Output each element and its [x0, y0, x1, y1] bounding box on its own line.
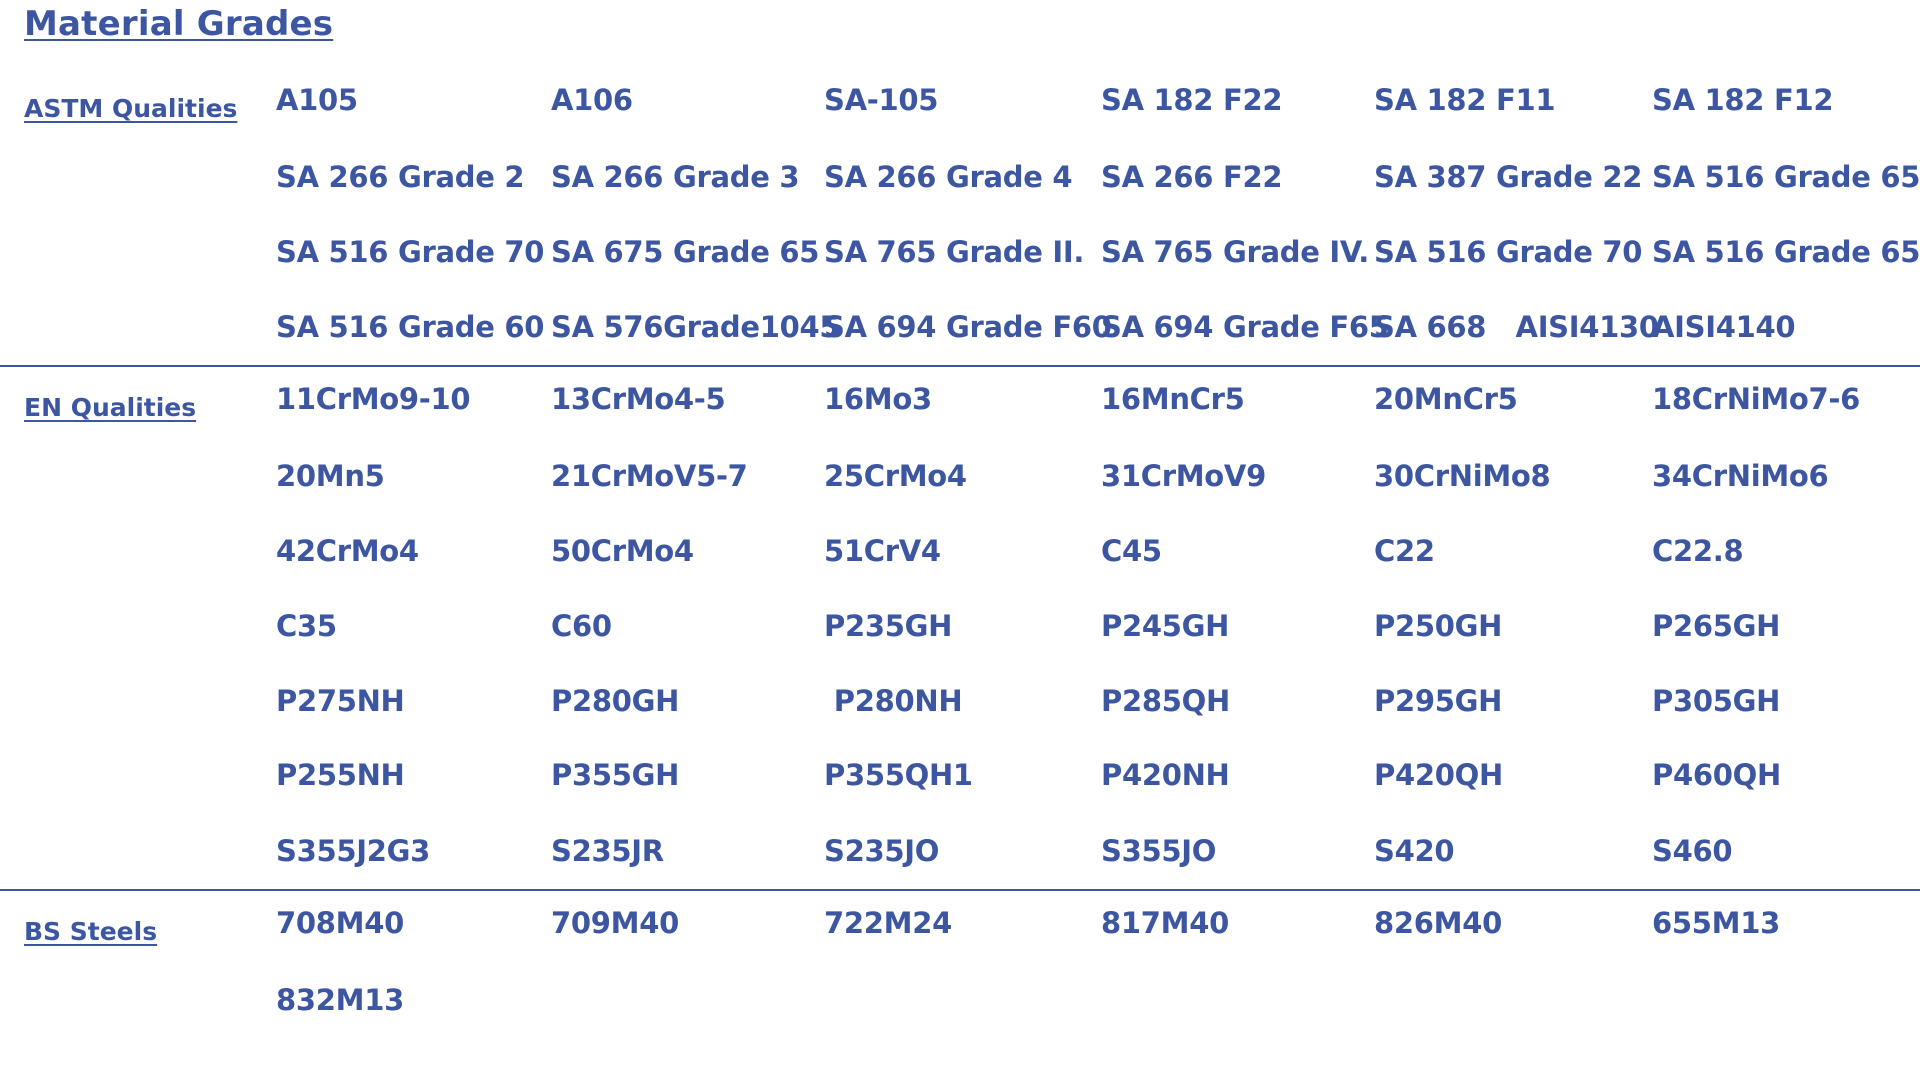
grade-cell: 42CrMo4 — [276, 534, 419, 568]
grade-cell: 11CrMo9-10 — [276, 382, 471, 416]
grade-cell: SA 182 F12 — [1652, 83, 1834, 117]
grade-cell: 722M24 — [824, 906, 952, 940]
grade-cell: P250GH — [1374, 609, 1503, 643]
grade-cell: AISI4140 — [1652, 310, 1796, 344]
section-label[interactable]: ASTM Qualities — [24, 94, 238, 123]
grade-cell: P255NH — [276, 758, 405, 792]
grade-cell: P355QH1 — [824, 758, 973, 792]
grade-row — [276, 523, 1920, 598]
grade-cell: C45 — [1101, 534, 1162, 568]
section-bs-steels — [0, 891, 1920, 1051]
grade-cell: C35 — [276, 609, 337, 643]
grade-cell: C22.8 — [1652, 534, 1744, 568]
grade-cell: S420 — [1374, 834, 1455, 868]
grade-cell: P420NH — [1101, 758, 1230, 792]
grade-cell: 16Mo3 — [824, 382, 932, 416]
grade-cell: SA 516 Grade 65 — [1652, 235, 1920, 269]
grade-cell: SA 266 Grade 3 — [551, 160, 800, 194]
grade-cell: P235GH — [824, 609, 953, 643]
grade-cell: 25CrMo4 — [824, 459, 967, 493]
grade-cell: 16MnCr5 — [1101, 382, 1245, 416]
grade-row — [276, 448, 1920, 523]
grade-row — [276, 823, 1920, 898]
grade-cell: SA-105 — [824, 83, 939, 117]
grade-cell: S235JR — [551, 834, 664, 868]
grade-cell: SA 266 F22 — [1101, 160, 1283, 194]
grade-cell: P275NH — [276, 684, 405, 718]
grade-cell: SA 387 Grade 22 — [1374, 160, 1643, 194]
grade-cell: SA 266 Grade 2 — [276, 160, 525, 194]
grade-row — [276, 972, 1920, 1047]
grade-row — [276, 371, 1920, 446]
grade-cell: SA 182 F11 — [1374, 83, 1556, 117]
grade-cell: SA 694 Grade F65 — [1101, 310, 1389, 344]
grade-cell: S235JO — [824, 834, 940, 868]
grade-cell: 832M13 — [276, 983, 404, 1017]
grade-cell: 13CrMo4-5 — [551, 382, 726, 416]
grade-cell: 20Mn5 — [276, 459, 385, 493]
grade-row — [276, 895, 1920, 970]
grade-cell: P265GH — [1652, 609, 1781, 643]
grade-row — [276, 224, 1920, 299]
grade-cell: 817M40 — [1101, 906, 1229, 940]
grade-cell: 18CrNiMo7-6 — [1652, 382, 1861, 416]
grade-row — [276, 299, 1920, 374]
grade-cell: A106 — [551, 83, 633, 117]
grade-cell: P280GH — [551, 684, 680, 718]
grade-cell: 826M40 — [1374, 906, 1502, 940]
grade-cell: SA 765 Grade IV. — [1101, 235, 1369, 269]
grade-cell: P460QH — [1652, 758, 1781, 792]
grade-cell: SA 694 Grade F60 — [824, 310, 1112, 344]
grade-cell: SA 516 Grade 60 — [276, 310, 545, 344]
grade-row — [276, 72, 1920, 147]
page-title: Material Grades — [24, 4, 334, 44]
grade-cell: P280NH — [824, 684, 963, 718]
grade-cell: 31CrMoV9 — [1101, 459, 1266, 493]
grade-row — [276, 149, 1920, 224]
grade-cell: 30CrNiMo8 — [1374, 459, 1551, 493]
grade-cell: 655M13 — [1652, 906, 1780, 940]
grade-cell: 708M40 — [276, 906, 404, 940]
grade-cell: P295GH — [1374, 684, 1503, 718]
grade-cell: SA 266 Grade 4 — [824, 160, 1073, 194]
grade-cell: A105 — [276, 83, 358, 117]
grade-cell: P305GH — [1652, 684, 1781, 718]
grade-cell: P420QH — [1374, 758, 1503, 792]
grade-cell: S460 — [1652, 834, 1733, 868]
grade-cell: P355GH — [551, 758, 680, 792]
grade-cell: P285QH — [1101, 684, 1230, 718]
grade-cell: 21CrMoV5-7 — [551, 459, 748, 493]
grade-cell: SA 576Grade1045 — [551, 310, 840, 344]
section-label[interactable]: EN Qualities — [24, 393, 197, 422]
grade-cell: 50CrMo4 — [551, 534, 694, 568]
grade-cell: SA 516 Grade 70 — [276, 235, 545, 269]
grade-cell: SA 516 Grade 70 — [1374, 235, 1643, 269]
grade-cell: SA 182 F22 — [1101, 83, 1283, 117]
grade-cell: SA 516 Grade 65 — [1652, 160, 1920, 194]
grade-cell: SA 765 Grade II. — [824, 235, 1085, 269]
grade-cell: 51CrV4 — [824, 534, 941, 568]
section-en-qualities — [0, 367, 1920, 891]
grade-cell: C22 — [1374, 534, 1435, 568]
grade-cell: SA 675 Grade 65 — [551, 235, 820, 269]
grade-cell: SA 668 AISI4130 — [1374, 310, 1659, 344]
section-astm-qualities — [0, 68, 1920, 367]
grade-cell: 34CrNiMo6 — [1652, 459, 1829, 493]
grade-row — [276, 747, 1920, 822]
section-label[interactable]: BS Steels — [24, 917, 158, 946]
grade-cell: 20MnCr5 — [1374, 382, 1518, 416]
grade-cell: 709M40 — [551, 906, 679, 940]
grade-row — [276, 673, 1920, 748]
grade-cell: S355J2G3 — [276, 834, 430, 868]
grade-cell: P245GH — [1101, 609, 1230, 643]
grade-cell: S355JO — [1101, 834, 1217, 868]
grade-cell: C60 — [551, 609, 612, 643]
grade-row — [276, 598, 1920, 673]
